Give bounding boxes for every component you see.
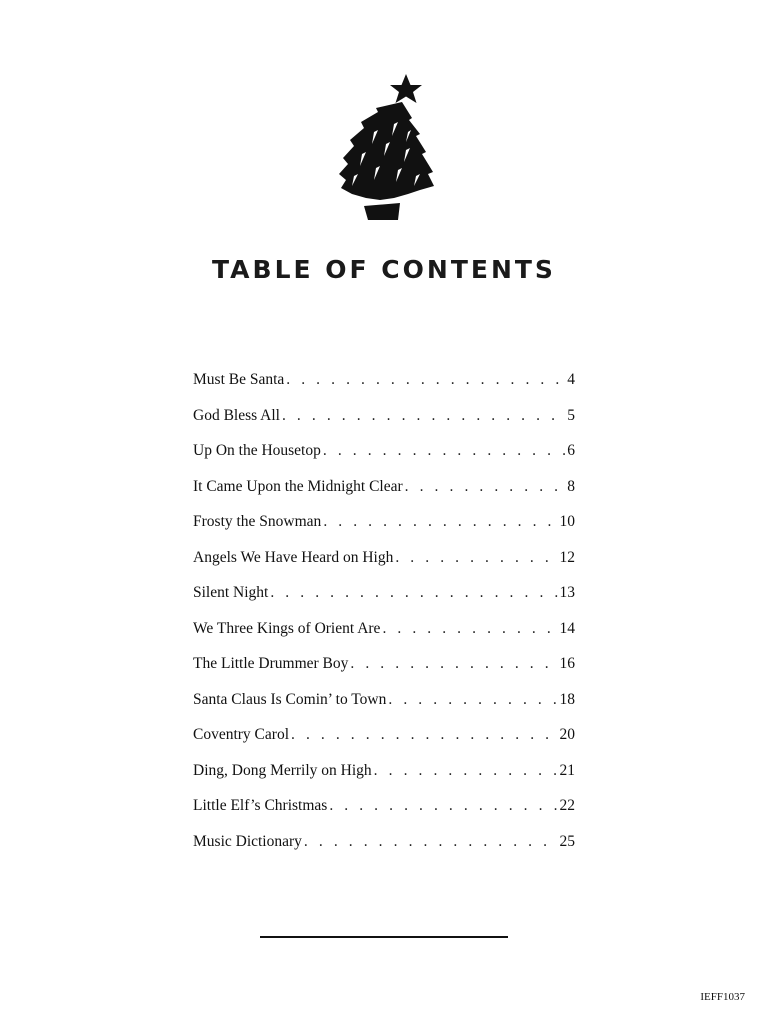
toc-entry-title: It Came Upon the Midnight Clear: [193, 477, 403, 495]
toc-entry-page: 18: [559, 690, 575, 708]
toc-entry: [193, 507, 575, 543]
dot-leader: [372, 756, 559, 786]
toc-entry-title: Silent Night: [193, 584, 269, 601]
toc-entry: [193, 720, 575, 756]
toc-entry-page: 13: [559, 584, 575, 601]
toc-entry-page: 5: [567, 406, 575, 424]
dot-leader: [284, 365, 566, 395]
toc-entry: [193, 827, 575, 863]
dot-leader: [302, 827, 559, 857]
page-title: TABLE OF CONTENTS: [212, 255, 556, 284]
dot-leader: [393, 543, 558, 573]
toc-entry-page: 4: [567, 371, 575, 388]
dot-leader: [403, 472, 567, 502]
divider: [260, 936, 508, 938]
dot-leader: [280, 401, 566, 431]
dot-leader: [321, 436, 566, 466]
toc-entry-title: Must Be Santa: [193, 371, 285, 388]
toc-entry-page: 8: [567, 477, 575, 495]
toc-entry: [193, 436, 575, 472]
christmas-tree-icon: [336, 72, 436, 224]
toc-entry-title: Angels We Have Heard on High: [193, 548, 394, 566]
toc-entry-title: Santa Claus Is Comin’ to Town: [193, 690, 387, 708]
toc-entry: [193, 543, 575, 579]
toc-entry-title: Ding, Dong Merrily on High: [193, 761, 372, 779]
dot-leader: [289, 720, 559, 750]
toc-entry-page: 16: [559, 655, 575, 672]
toc-entry-title: Up On the Housetop: [193, 442, 321, 459]
toc-entry-page: 21: [559, 761, 575, 779]
toc-entry: [193, 401, 575, 437]
toc-entry-page: 12: [559, 548, 575, 566]
dot-leader: [348, 649, 558, 679]
toc-entry-page: 20: [559, 726, 575, 743]
toc-entry: [193, 365, 575, 401]
toc-entry: [193, 791, 575, 827]
star-icon: [390, 74, 422, 103]
dot-leader: [380, 614, 558, 644]
toc-entry-page: 6: [567, 442, 575, 459]
dot-leader: [327, 791, 558, 821]
dot-leader: [321, 507, 558, 537]
toc-entry: [193, 472, 575, 508]
toc-entry-page: 25: [559, 832, 575, 850]
toc-entry-page: 22: [559, 797, 575, 814]
toc-entry-page: 10: [559, 513, 575, 530]
toc-entry-page: 14: [559, 619, 575, 637]
dot-leader: [386, 685, 558, 715]
toc-entry-title: We Three Kings of Orient Are: [193, 619, 381, 637]
catalog-code: IEFF1037: [700, 991, 745, 1003]
toc-entry: [193, 578, 575, 614]
table-of-contents: [193, 365, 575, 862]
toc-entry-title: Coventry Carol: [193, 726, 289, 743]
toc-entry: [193, 649, 575, 685]
toc-entry: [193, 685, 575, 721]
toc-entry-title: God Bless All: [193, 406, 280, 424]
toc-entry: [193, 756, 575, 792]
toc-entry-title: Frosty the Snowman: [193, 513, 322, 530]
toc-entry-title: Music Dictionary: [193, 832, 302, 850]
toc-entry-title: Little Elf’s Christmas: [193, 797, 328, 814]
dot-leader: [268, 578, 558, 608]
toc-entry-title: The Little Drummer Boy: [193, 655, 349, 672]
toc-entry: [193, 614, 575, 650]
